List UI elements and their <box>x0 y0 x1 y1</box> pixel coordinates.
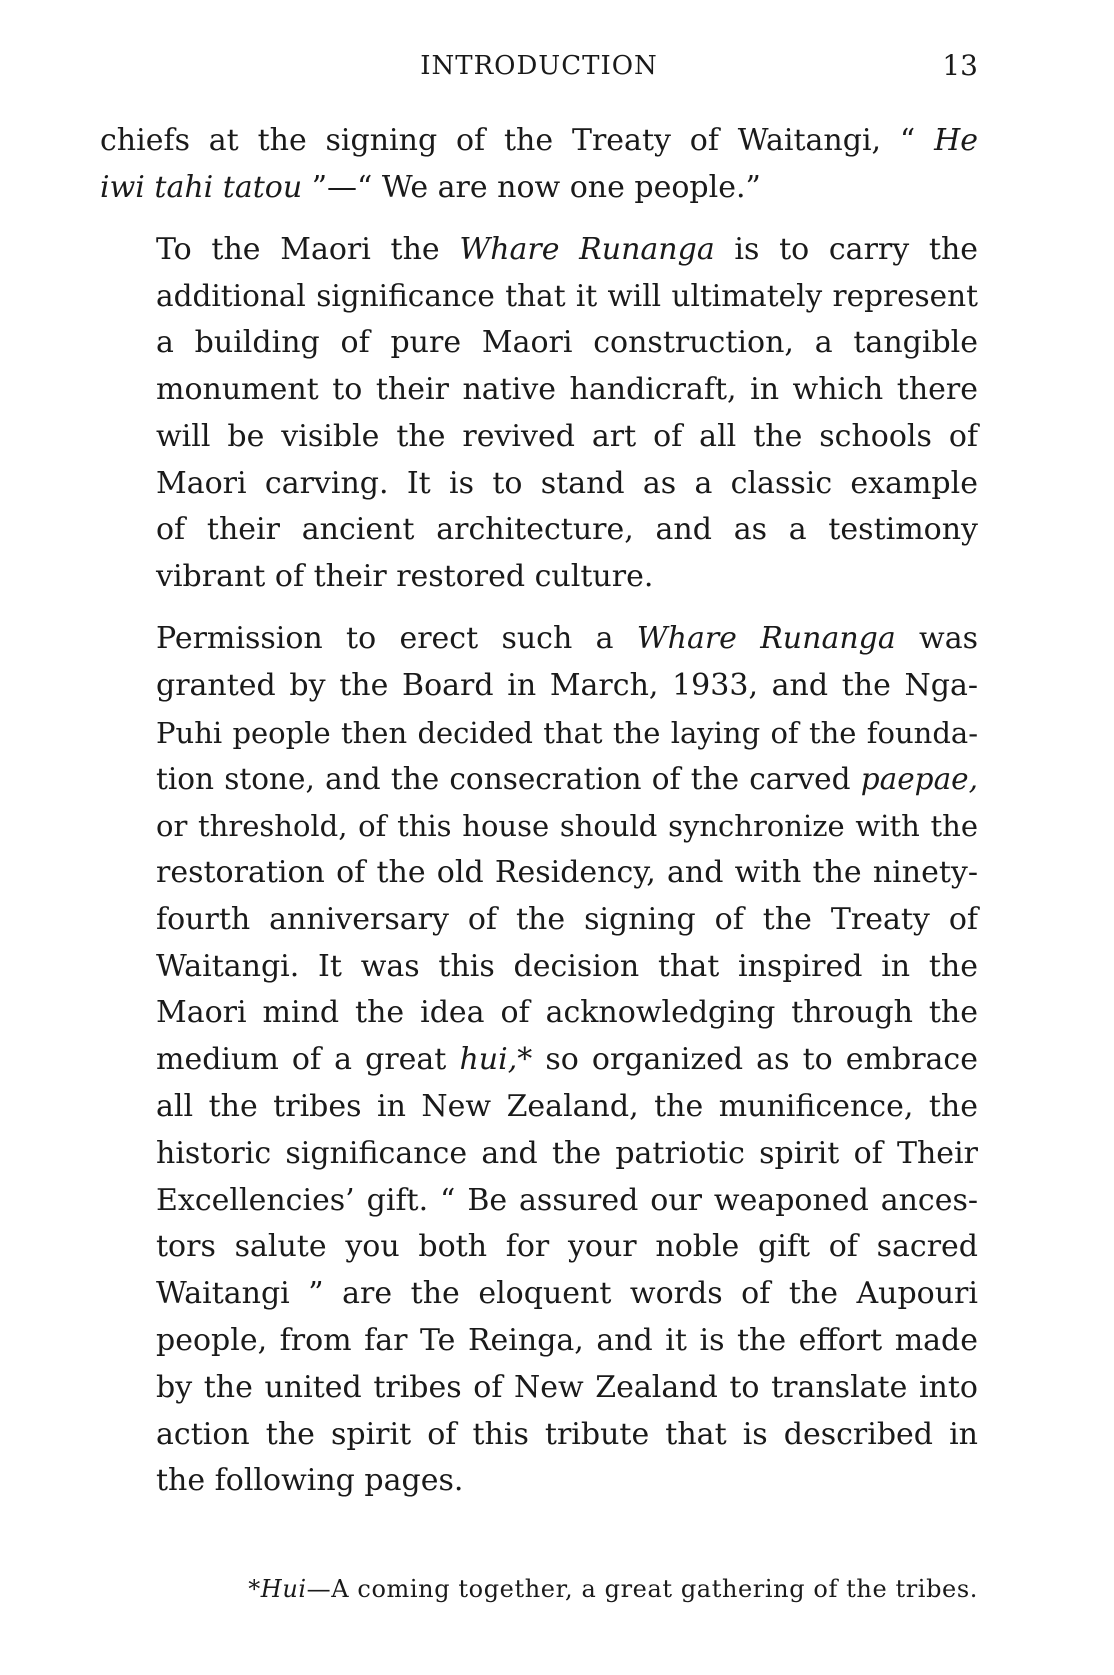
paragraph-2 <box>100 227 978 601</box>
text-run: ”—“ We are now one people.” <box>302 169 761 205</box>
text-run: vibrant of their restored culture. <box>156 559 654 595</box>
text-run: Excellencies’ gift. “ Be assured our weaponed ances- <box>156 1182 978 1218</box>
text-run: granted by the Board in March, 1933, and the Nga- <box>156 667 978 703</box>
text-run: Maori carving. It is to stand as a classic example <box>156 465 978 501</box>
text-run: * so organized as to embrace <box>517 1042 978 1078</box>
running-title: INTRODUCTION <box>420 51 658 81</box>
text-line <box>100 554 978 601</box>
body-text <box>100 118 978 1505</box>
text-line <box>100 414 978 461</box>
paragraph-3 <box>100 616 978 1505</box>
text-line <box>100 850 978 897</box>
footnote <box>138 1572 978 1606</box>
text-line <box>100 461 978 508</box>
text-run: fourth anniversary of the signing of the Treaty of <box>156 901 978 937</box>
text-line <box>100 367 978 414</box>
text-run: was <box>895 620 979 656</box>
text-run: tion stone, and the consecration of the carved <box>156 762 861 797</box>
paragraph-1 <box>100 118 978 212</box>
text-line <box>100 663 978 710</box>
text-run: is to carry the <box>714 231 979 267</box>
text-run: action the spirit of this tribute that is described in <box>156 1416 978 1452</box>
text-line <box>100 507 978 554</box>
text-line <box>100 616 978 663</box>
text-run: Maori mind the idea of acknowledging through the <box>156 995 978 1031</box>
running-head <box>100 46 978 86</box>
text-run: additional significance that it will ultimately represent <box>156 279 978 314</box>
text-line <box>100 803 978 850</box>
text-line <box>100 710 978 757</box>
text-line <box>100 1084 978 1131</box>
text-line <box>100 756 978 803</box>
text-run: people, from far Te Reinga, and it is the effort made <box>156 1322 978 1358</box>
text-line <box>100 227 978 274</box>
text-run: the following pages. <box>156 1463 464 1499</box>
text-line <box>100 1178 978 1225</box>
text-line <box>100 1365 978 1412</box>
text-line <box>100 944 978 991</box>
text-line <box>100 897 978 944</box>
text-line <box>100 1318 978 1365</box>
text-run: Waitangi. It was this decision that inspired in the <box>156 948 978 984</box>
text-run: restoration of the old Residency, and with the ninety- <box>156 854 978 890</box>
italic-text: hui, <box>459 1042 518 1078</box>
text-line <box>100 990 978 1037</box>
text-run: by the united tribes of New Zealand to translate into <box>156 1369 978 1405</box>
text-run: all the tribes in New Zealand, the munificence, the <box>156 1088 978 1124</box>
text-line <box>100 1037 978 1084</box>
text-run: Permission to erect such a <box>156 620 637 656</box>
text-run: or threshold, of this house should synchronize with the <box>156 809 978 844</box>
text-line <box>100 1224 978 1271</box>
text-line <box>100 1131 978 1178</box>
italic-text: Whare Runanga <box>636 620 896 656</box>
text-line <box>100 165 978 212</box>
text-line <box>100 118 978 165</box>
text-run: of their ancient architecture, and as a testimony <box>156 512 978 548</box>
footnote-marker: * <box>248 1575 261 1603</box>
text-line <box>100 1271 978 1318</box>
page-number: 13 <box>942 49 978 82</box>
text-run: Waitangi ” are the eloquent words of the Aupouri <box>156 1276 978 1312</box>
text-run: medium of a great <box>156 1042 460 1078</box>
italic-text: paepae, <box>860 762 978 797</box>
text-run: Puhi people then decided that the laying of the founda- <box>156 715 978 750</box>
text-run: monument to their native handicraft, in which there <box>156 371 978 407</box>
italic-text: He <box>934 123 978 158</box>
text-run: chiefs at the signing of the Treaty of Waitangi, “ <box>100 123 935 158</box>
text-run: a building of pure Maori construction, a tangible <box>156 325 978 361</box>
footnote-term: Hui <box>260 1575 307 1603</box>
text-line <box>100 1458 978 1505</box>
text-run: tors salute you both for your noble gift of sacred <box>156 1229 978 1265</box>
italic-text: iwi tahi tatou <box>100 169 303 205</box>
text-run: To the Maori the <box>156 231 460 267</box>
text-line <box>100 273 978 320</box>
text-run: historic significance and the patriotic spirit of Their <box>156 1135 978 1171</box>
italic-text: Whare Runanga <box>459 231 715 267</box>
text-run: will be visible the revived art of all the schools of <box>156 418 978 454</box>
footnote-text: —A coming together, a great gathering of the tribes. <box>306 1575 978 1603</box>
text-line <box>100 320 978 367</box>
text-line <box>100 1412 978 1459</box>
